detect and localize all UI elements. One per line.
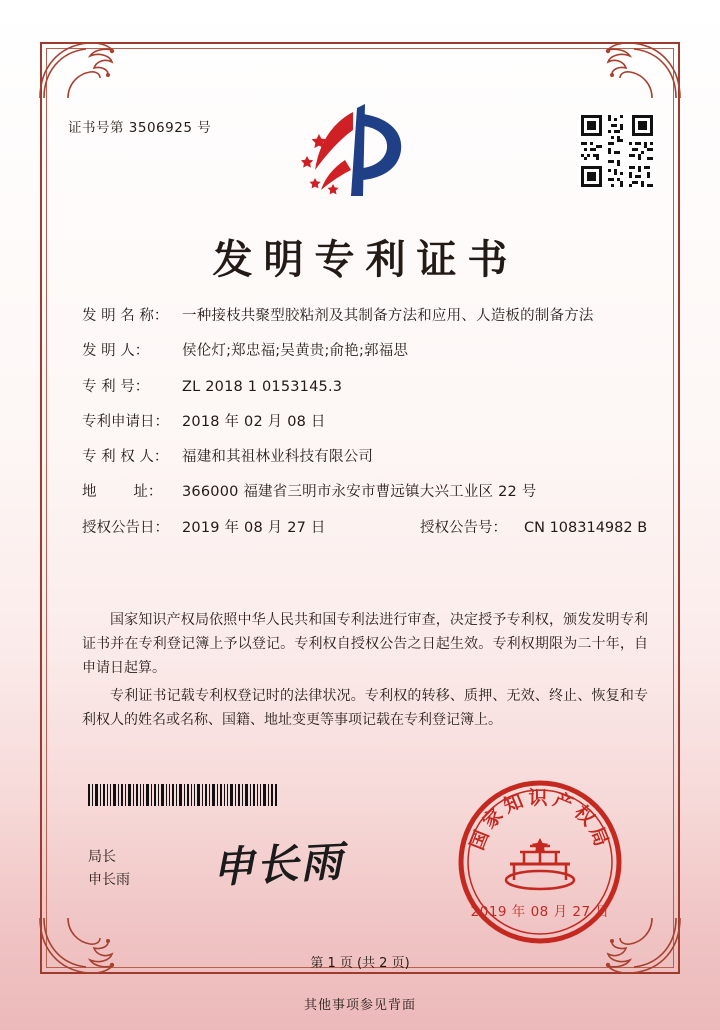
field-label: 专 利 权 人： [82,449,169,465]
director-title: 局长 [88,849,116,865]
field-value: 366000 福建省三明市永安市曹远镇大兴工业区 22 号 [182,484,537,501]
legal-paragraph-2: 专利证书记载专利权登记时的法律状况。专利权的转移、质押、无效、终止、恢复和专利权人的姓名或名称、国籍、地址变更等事项记载在专利登记簿上。 [82,688,648,729]
field-row-address [82,482,650,504]
field-label: 专利申请日： [82,413,169,430]
field-row-grant-announcement [82,518,650,540]
barcode-icon [88,784,278,806]
official-seal-icon [456,778,624,946]
certificate-number: 证书号第 3506925 号 [68,120,212,136]
qr-code-icon [578,112,656,190]
field-label: 地 址： [82,484,163,501]
field-list [82,306,650,553]
field-value: 侯伦灯;郑忠福;吴黄贵;俞艳;郭福思 [182,343,409,360]
field-row-application-date [82,412,650,434]
page-title: 发明专利证书 [212,237,519,283]
field-value: 2019 年 08 月 27 日 [182,519,326,536]
field-label: 专 利 号： [82,378,150,395]
field-value-secondary: CN 108314982 B [524,519,648,536]
director-name: 申长雨 [88,871,130,888]
back-side-note: 其他事项参见背面 [303,998,416,1013]
field-row-inventors [82,341,650,363]
page-indicator: 第 1 页 (共 2 页) [310,956,410,971]
field-value: 一种接枝共聚型胶粘剂及其制备方法和应用、人造板的制备方法 [182,308,594,324]
cnipa-logo-icon [285,100,435,205]
handwritten-signature: 申长雨 [210,836,346,893]
signature-block [88,846,130,891]
field-label: 发 明 名 称： [82,308,169,324]
field-row-invention-name [82,306,650,328]
field-label-secondary: 授权公告号： [420,519,507,536]
field-value: 2018 年 02 月 08 日 [182,413,326,430]
field-row-patent-number [82,377,650,399]
field-value: 福建和其祖林业科技有限公司 [182,449,374,465]
field-label: 授权公告日： [82,519,169,536]
seal-date: 2019 年 08 月 27 日 [470,904,610,920]
svg-text:国家知识产权局: 国家知识产权局 [466,787,614,854]
field-label: 发 明 人： [82,343,150,360]
field-row-patentee [82,447,650,469]
legal-paragraph-1: 国家知识产权局依照中华人民共和国专利法进行审查，决定授予专利权，颁发发明专利证书并在专利登记簿上予以登记。专利权自授权公告之日起生效。专利权期限为二十年，自申请日起算。 [82,612,648,677]
legal-body-text [82,608,648,736]
field-value: ZL 2018 1 0153145.3 [182,378,343,395]
